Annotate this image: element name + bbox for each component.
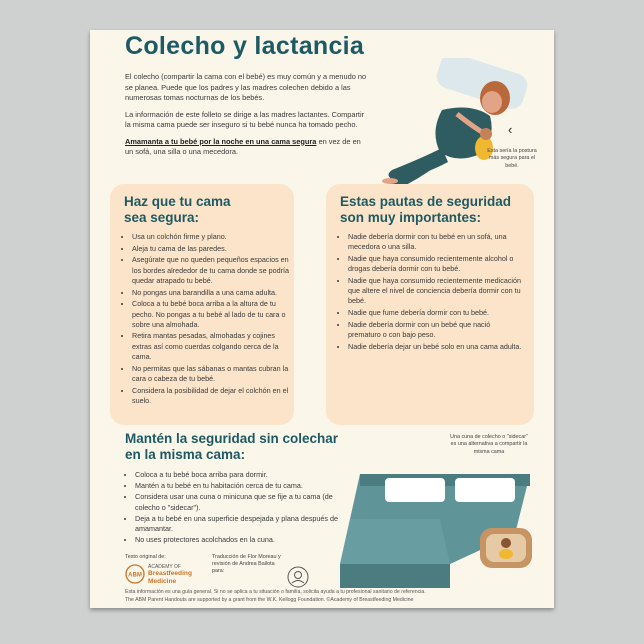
list-item: • Mantén a tu bebé en tu habitación cerca de tu cama.	[135, 481, 347, 491]
safe-bed-heading	[124, 194, 231, 225]
sidecar-crib-illustration	[330, 464, 540, 594]
intro-paragraph-3	[125, 137, 370, 158]
list-item: • No uses protectores acolchados en la cuna.	[135, 535, 347, 545]
no-cosleeping-heading-line-1: Mantén la seguridad sin colechar	[125, 431, 339, 446]
list-item: • Coloca a tu bebé boca arriba a la altura de tu pecho. No pongas a tu bebé al lado de tu cara o sobre una almohada.	[132, 299, 292, 330]
list-item: • Deja a tu bebé en una superficie despejada y plana después de amamantar.	[135, 514, 347, 534]
cosleeping-mother-illustration	[372, 58, 547, 198]
list-item: • Considera usar una cuna o minicuna que se fije a tu cama (de colecho o "sidecar").	[135, 492, 347, 512]
list-item: • No pongas una barandilla a una cama adulta.	[132, 288, 292, 298]
original-text-label: Texto original de:	[125, 554, 166, 560]
safe-bed-heading-line-2: sea segura:	[124, 209, 200, 225]
list-item: • Nadie debería dormir con un bebé que nació prematuro o con bajo peso.	[348, 320, 524, 340]
page-title: Colecho y lactancia	[125, 32, 365, 60]
safe-bed-heading-line-1: Haz que tu cama	[124, 194, 231, 209]
safety-guidelines-list	[336, 232, 524, 353]
svg-text:ABM: ABM	[128, 572, 142, 579]
safety-guidelines-heading-line-1: Estas pautas de seguridad	[340, 194, 512, 209]
abm-line-1: Breastfeeding	[148, 570, 192, 577]
safety-guidelines-box	[326, 184, 534, 425]
intro-paragraph-2: La información de este folleto se dirige a las madres lactantes. Compartir la misma cama puede ser inseguro si tu bebé nunca ha tomado pecho.	[125, 109, 365, 130]
partner-logo-icon	[287, 566, 309, 588]
abm-logo-icon	[125, 564, 145, 584]
list-item: • Nadie debería dormir con tu bebé en un sofá, una mecedora o una silla.	[348, 232, 524, 252]
no-cosleeping-list	[125, 470, 347, 547]
intro-paragraph-1: El colecho (compartir la cama con el bebé) es muy común y a menudo no se planea. Puede que los padres y las madres colechen debido a las numerosas tomas nocturnas de los bebés.	[125, 72, 367, 103]
intro-text	[125, 72, 370, 164]
list-item: • Coloca a tu bebé boca arriba para dormir.	[135, 470, 347, 480]
safety-guidelines-heading	[340, 194, 511, 225]
translation-credit: Traducción de Flor Moreau y revisión de Andrea Bailota para:	[212, 554, 281, 575]
footer-line-1: Esta información es una guía general. Si no se aplica a tu situación o familia, solicita ayuda a tu profesional sanitario de referencia.	[125, 589, 426, 595]
no-cosleeping-heading	[125, 431, 338, 462]
handout-page	[90, 30, 554, 608]
abm-small-text: ACADEMY OF	[148, 564, 181, 570]
abm-line-2: Medicine	[148, 577, 177, 585]
list-item: • No permitas que las sábanas o mantas cubran la cara o cabeza de tu bebé.	[132, 364, 292, 384]
illustration-caption: Esta sería la postura más segura para el bebé.	[487, 148, 537, 169]
list-item: • Nadie que fume debería dormir con tu bebé.	[348, 308, 524, 318]
chevron-left-icon: ‹	[508, 122, 513, 137]
sidecar-caption: Una cuna de colecho o "sidecar" es una alternativa a compartir la misma cama	[450, 434, 528, 455]
safety-guidelines-heading-line-2: son muy importantes:	[340, 209, 482, 225]
list-item: • Retira mantas pesadas, almohadas y cojines extras así como cuerdas colgando cerca de la cama.	[132, 331, 292, 362]
safe-bed-box	[110, 184, 294, 425]
safe-bed-list	[120, 232, 292, 408]
safe-bed-link[interactable]: Amamanta a tu bebé por la noche en una cama segura	[125, 136, 317, 146]
list-item: • Usa un colchón firme y plano.	[132, 232, 292, 242]
list-item: • Nadie debería dejar un bebé solo en una cama adulta.	[348, 342, 524, 352]
no-cosleeping-heading-line-2: en la misma cama:	[125, 446, 246, 462]
list-item: • Aleja tu cama de las paredes.	[132, 244, 292, 254]
list-item: • Considera la posibilidad de dejar el colchón en el suelo.	[132, 386, 292, 406]
intro-paragraph-3-rest: en vez de en un sofá, una silla o una mecedora.	[125, 136, 361, 157]
abm-wordmark	[148, 564, 192, 586]
list-item: • Nadie que haya consumido recientemente alcohol o drogas debería dormir con tu bebé.	[348, 254, 524, 274]
list-item: • Asegúrate que no queden pequeños espacios en los bordes alrededor de tu cama donde se podría quedar atrapado tu bebé.	[132, 255, 292, 286]
footer-line-2: The ABM Parent Handouts are supported by a grant from the W.K. Kellogg Foundation. ©Academy of Breastfeeding Medicine	[125, 596, 414, 603]
list-item: • Nadie que haya consumido recientemente medicación que altere el nivel de conciencia debería dormir con tu bebé.	[348, 276, 524, 307]
footer-notes	[125, 589, 535, 605]
